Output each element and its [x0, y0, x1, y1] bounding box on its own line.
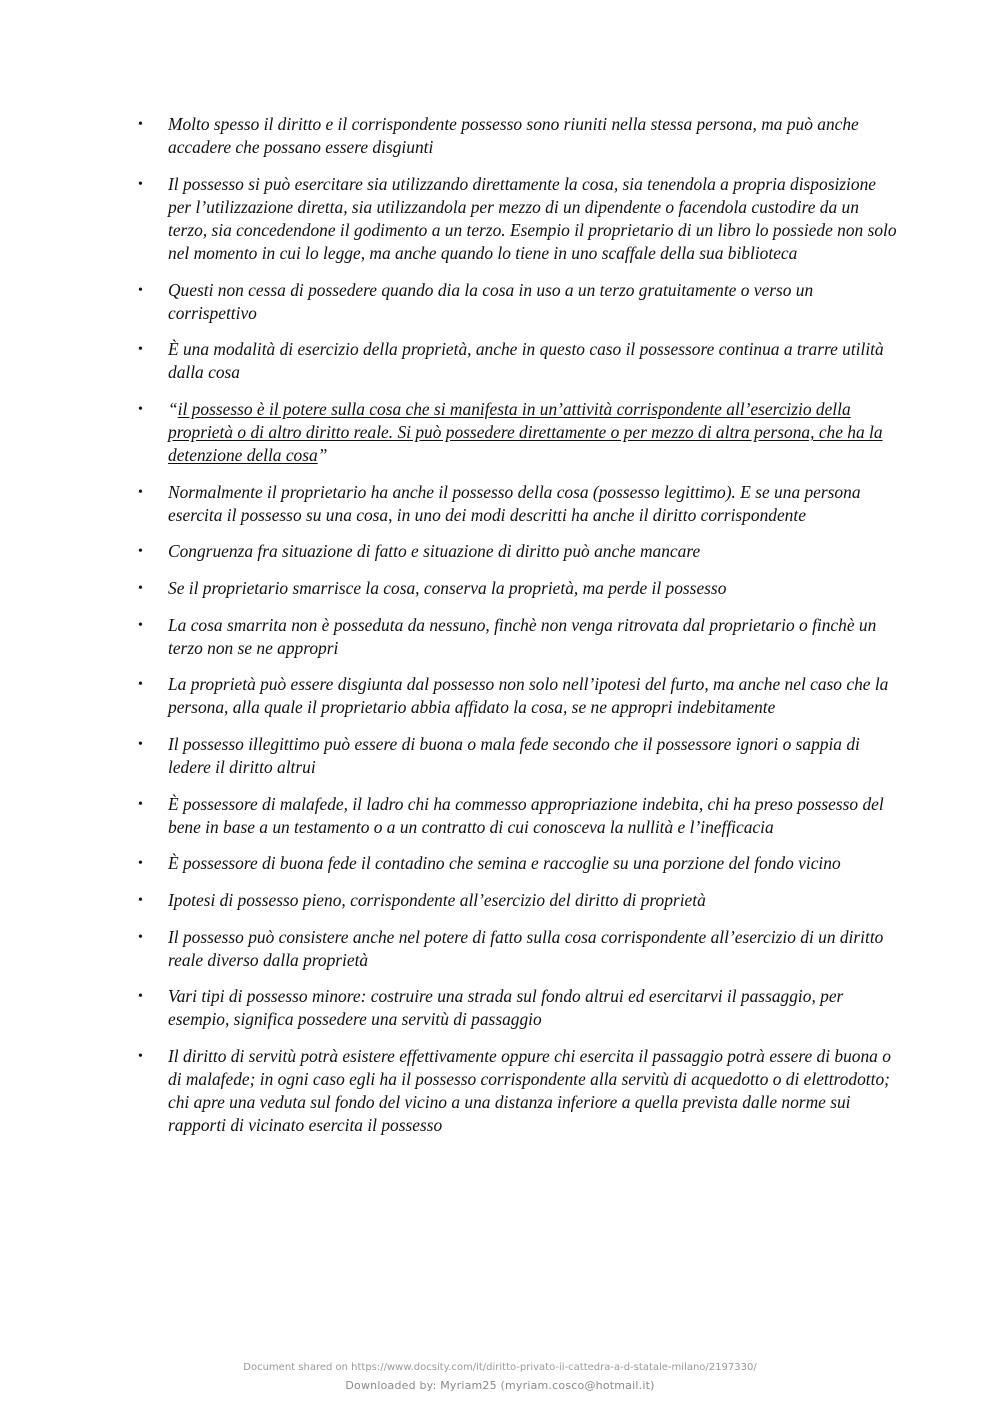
- list-item-text: Ipotesi di possesso pieno, corrispondente all’esercizio del diritto di proprietà: [168, 889, 706, 910]
- list-item-text: La cosa smarrita non è posseduta da nessuno, finchè non venga ritrovata dal proprietario o finchè un terzo non se ne appropri: [168, 614, 877, 658]
- bullet-icon: •: [138, 989, 143, 1005]
- list-item-text: Il diritto di servitù potrà esistere effettivamente oppure chi esercita il passaggio potrà essere di buona o di malafede; in ogni caso egli ha il possesso corrispondente alla servitù di acquedotto o di elettrodotto; chi apre una veduta sul fondo del vicino a una distanza inferiore a quella prevista dalle norme sui rapporti di vicinato esercita il possesso: [168, 1045, 891, 1136]
- list-item: [138, 1045, 898, 1137]
- bullet-icon: •: [138, 401, 143, 417]
- list-item: [138, 673, 898, 719]
- list-item-text: Il possesso può consistere anche nel potere di fatto sulla cosa corrispondente all’esercizio di un diritto reale diverso dalla proprietà: [168, 926, 884, 970]
- bullet-icon: •: [138, 856, 143, 872]
- list-item: [138, 173, 898, 265]
- list-item: [138, 614, 898, 660]
- list-item-text: Questi non cessa di possedere quando dia la cosa in uso a un terzo gratuitamente o verso un corrispettivo: [168, 279, 814, 323]
- bullet-icon: •: [138, 176, 143, 192]
- bullet-list: [138, 113, 898, 1151]
- list-item: [138, 279, 898, 325]
- bullet-icon: •: [138, 617, 143, 633]
- bullet-icon: •: [138, 892, 143, 908]
- bullet-icon: •: [138, 117, 143, 132]
- list-item: [138, 733, 898, 779]
- list-item: [138, 481, 898, 527]
- bullet-icon: •: [138, 796, 143, 812]
- list-item-text: Vari tipi di possesso minore: costruire una strada sul fondo altrui ed esercitarvi il passaggio, per esempio, significa possedere una servitù di passaggio: [168, 986, 844, 1030]
- list-item-text: È possessore di buona fede il contadino che semina e raccoglie su una porzione del fondo vicino: [168, 853, 841, 874]
- bullet-icon: •: [138, 581, 143, 596]
- list-item-text: La proprietà può essere disgiunta dal possesso non solo nell’ipotesi del furto, ma anche nel caso che la persona, alla quale il proprietario abbia affidato la cosa, se ne appropri indebitamente: [168, 674, 889, 718]
- bullet-icon: •: [138, 1048, 143, 1064]
- footer-downloaded-by: Downloaded by: Myriam25 (myriam.cosco@hotmail.it): [345, 1379, 655, 1392]
- list-item: [138, 793, 898, 839]
- list-item-text: Molto spesso il diritto e il corrispondente possesso sono riuniti nella stessa persona, ma può anche accadere che possano essere disgiunti: [168, 114, 859, 158]
- list-item-text: Congruenza fra situazione di fatto e situazione di diritto può anche mancare: [168, 541, 701, 562]
- list-item: [138, 113, 898, 159]
- list-item: [138, 540, 898, 563]
- list-item: [138, 852, 898, 875]
- list-item-quote: [138, 398, 898, 467]
- list-item: [138, 926, 898, 972]
- list-item: [138, 338, 898, 384]
- open-quote: “: [168, 398, 178, 419]
- list-item: [138, 889, 898, 912]
- list-item-text: Normalmente il proprietario ha anche il possesso della cosa (possesso legittimo). E se una persona esercita il possesso su una cosa, in uno dei modi descritti ha anche il diritto corrispondente: [168, 481, 861, 525]
- bullet-icon: •: [138, 342, 143, 358]
- bullet-icon: •: [138, 282, 143, 298]
- list-item: [138, 577, 898, 600]
- underlined-quote-text: il possesso è il potere sulla cosa che si manifesta in un’attività corrispondente all’esercizio della proprietà o di altro diritto reale. Si può possedere direttamente o per mezzo di altra persona, che ha la detenzione della cosa: [168, 398, 883, 466]
- list-item-text: Il possesso si può esercitare sia utilizzando direttamente la cosa, sia tenendola a propria disposizione per l’utilizzazione diretta, sia utilizzandola per mezzo di un dipendente o facendola custodire da un terzo, sia concedendone il godimento a un terzo. Esempio il proprietario di un libro lo possiede non solo nel momento in cui lo legge, ma anche quando lo tiene in uno scaffale della sua biblioteca: [168, 173, 897, 263]
- bullet-icon: •: [138, 677, 143, 693]
- list-item-text: È possessore di malafede, il ladro chi ha commesso appropriazione indebita, chi ha preso possesso del bene in base a un testamento o a un contratto di cui conosceva la nullità e l’inefficacia: [168, 793, 884, 837]
- bullet-icon: •: [138, 544, 143, 560]
- footer-shared-link[interactable]: Document shared on https://www.docsity.com/it/diritto-privato-ii-cattedra-a-d-statale-milano/2197330/: [243, 1362, 757, 1373]
- bullet-icon: •: [138, 929, 143, 945]
- list-item-text: Il possesso illegittimo può essere di buona o mala fede secondo che il possessore ignori o sappia di ledere il diritto altrui: [168, 733, 860, 778]
- close-quote: ”: [317, 445, 328, 466]
- list-item: [138, 985, 898, 1031]
- bullet-icon: •: [138, 484, 143, 500]
- list-item-text: È una modalità di esercizio della proprietà, anche in questo caso il possessore continua a trarre utilità dalla cosa: [168, 339, 884, 383]
- bullet-icon: •: [138, 736, 143, 752]
- list-item-text: Se il proprietario smarrisce la cosa, conserva la proprietà, ma perde il possesso: [168, 578, 727, 598]
